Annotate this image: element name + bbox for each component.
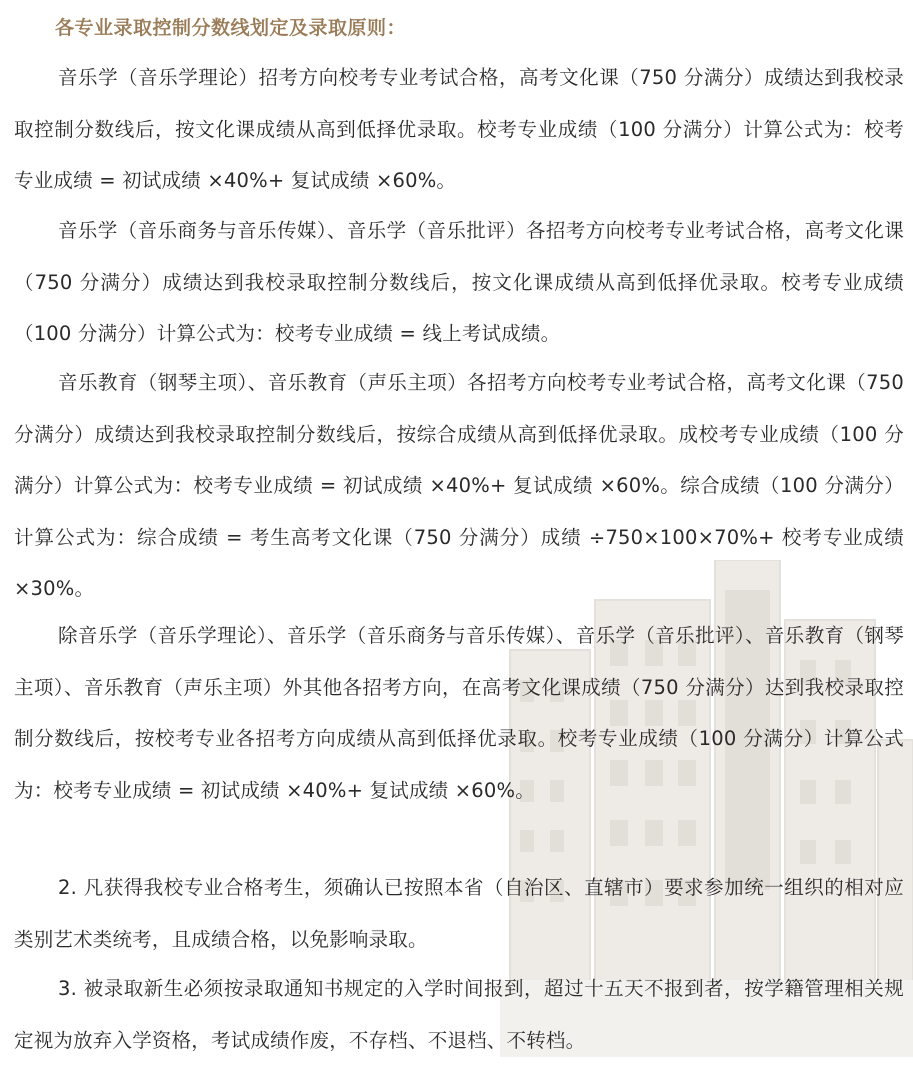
paragraph-music-business-criticism: 音乐学（音乐商务与音乐传媒）、音乐学（音乐批评）各招考方向校考专业考试合格，高考文化课（750 分满分）成绩达到我校录取控制分数线后，按文化课成绩从高到低择优录取。校考专业成绩（100 分满分）计算公式为：校考专业成绩 = 线上考试成绩。: [14, 219, 904, 345]
section-heading: 各专业录取控制分数线划定及录取原则：: [55, 17, 407, 39]
paragraph-rule-3: 3. 被录取新生必须按录取通知书规定的入学时间报到，超过十五天不报到者，按学籍管理相关规定视为放弃入学资格，考试成绩作废，不存档、不退档、不转档。: [14, 977, 904, 1052]
paragraph-other-directions: 除音乐学（音乐学理论）、音乐学（音乐商务与音乐传媒）、音乐学（音乐批评）、音乐教育（钢琴主项）、音乐教育（声乐主项）外其他各招考方向，在高考文化课成绩（750 分满分）达到我校录取控制分数线后，按校考专业各招考方向成绩从高到低择优录取。校考专业成绩（100 分满分）计算公式为：校考专业成绩 = 初试成绩 ×40%+ 复试成绩 ×60%。: [14, 624, 904, 802]
paragraph-music-theory: 音乐学（音乐学理论）招考方向校考专业考试合格，高考文化课（750 分满分）成绩达到我校录取控制分数线后，按文化课成绩从高到低择优录取。校考专业成绩（100 分满分）计算公式为：校考专业成绩 = 初试成绩 ×40%+ 复试成绩 ×60%。: [14, 66, 904, 192]
paragraph-music-education: 音乐教育（钢琴主项）、音乐教育（声乐主项）各招考方向校考专业考试合格，高考文化课（750 分满分）成绩达到我校录取控制分数线后，按综合成绩从高到低择优录取。成校考专业成绩（100 分满分）计算公式为：校考专业成绩 = 初试成绩 ×40%+ 复试成绩 ×60%。综合成绩（100 分满分）计算公式为：综合成绩 = 考生高考文化课（750 分满分）成绩 ÷750×100×70%+ 校考专业成绩 ×30%。: [14, 371, 904, 600]
paragraph-rule-2: 2. 凡获得我校专业合格考生，须确认已按照本省（自治区、直辖市）要求参加统一组织的相对应类别艺术类统考，且成绩合格，以免影响录取。: [14, 876, 904, 951]
